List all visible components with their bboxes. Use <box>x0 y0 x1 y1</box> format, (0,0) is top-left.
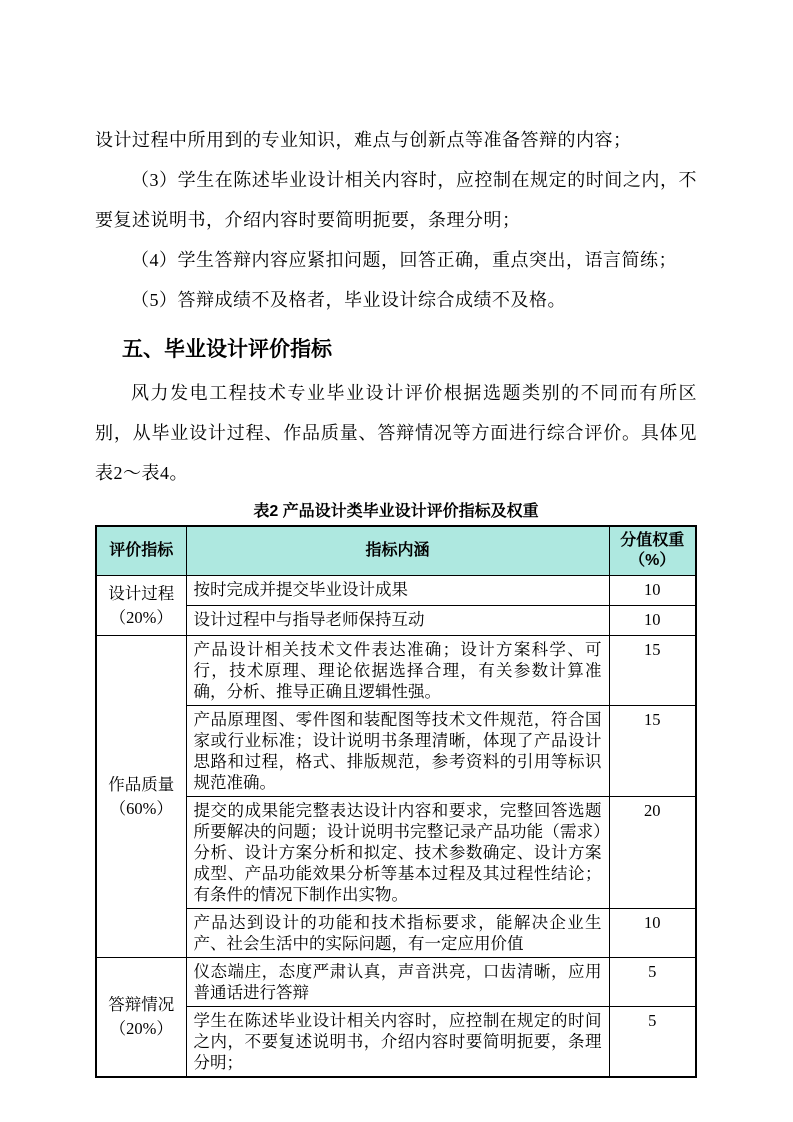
header-weight-line2: （%） <box>629 552 676 569</box>
content-cell: 产品原理图、零件图和装配图等技术文件规范，符合国家或行业标准；设计说明书条理清晰，体现了产品设计思路和过程，格式、排版规范，参考资料的引用等标识规范准确。 <box>186 706 609 797</box>
group-name: 设计过程 <box>108 583 175 603</box>
group-cell-work-quality <box>96 636 186 958</box>
score-cell: 15 <box>609 636 696 706</box>
content-cell: 设计过程中与指导老师保持互动 <box>186 606 609 636</box>
table-row <box>96 797 696 909</box>
header-weight-line1: 分值权重 <box>620 532 685 549</box>
content-cell: 仪态端庄，态度严肃认真，声音洪亮，口齿清晰，应用普通话进行答辩 <box>186 958 609 1007</box>
table-row <box>96 636 696 706</box>
paragraph-item-3: （3）学生在陈述毕业设计相关内容时，应控制在规定的时间之内，不要复述说明书，介绍内容时要简明扼要，条理分明； <box>95 170 697 230</box>
score-cell: 10 <box>609 606 696 636</box>
table-row <box>96 606 696 636</box>
score-cell: 5 <box>609 1007 696 1078</box>
content-cell: 提交的成果能完整表达设计内容和要求，完整回答选题所要解决的问题；设计说明书完整记录产品功能（需求）分析、设计方案分析和拟定、技术参数确定、设计方案成型、产品功能效果分析等基本过程及其过程性结论；有条件的情况下制作出实物。 <box>186 797 609 909</box>
score-cell: 15 <box>609 706 696 797</box>
table-title: 表2 产品设计类毕业设计评价指标及权重 <box>253 503 539 520</box>
table-row <box>96 1007 696 1078</box>
table-row <box>96 958 696 1007</box>
content-cell: 按时完成并提交毕业设计成果 <box>186 576 609 606</box>
group-percent: （20%） <box>109 607 173 627</box>
score-cell: 20 <box>609 797 696 909</box>
score-cell: 5 <box>609 958 696 1007</box>
document-content <box>95 120 697 1078</box>
header-cell-weight <box>609 526 696 576</box>
group-cell-defense <box>96 958 186 1078</box>
paragraph-intro: 风力发电工程技术专业毕业设计评价根据选题类别的不同而有所区别，从毕业设计过程、作品质量、答辩情况等方面进行综合评价。具体见表2～表4。 <box>95 383 697 483</box>
table-row <box>96 576 696 606</box>
group-percent: （60%） <box>109 798 173 818</box>
group-name: 答辩情况 <box>108 995 175 1014</box>
table-row <box>96 909 696 958</box>
score-cell: 10 <box>609 576 696 606</box>
score-cell: 10 <box>609 909 696 958</box>
group-cell-design-process <box>96 576 186 636</box>
paragraph-item-5: （5）答辩成绩不及格者，毕业设计综合成绩不及格。 <box>131 290 566 310</box>
evaluation-table <box>95 525 697 1078</box>
content-cell: 产品设计相关技术文件表达准确；设计方案科学、可行，技术原理、理论依据选择合理，有关参数计算准确，分析、推导正确且逻辑性强。 <box>186 636 609 706</box>
section-heading: 五、毕业设计评价指标 <box>122 338 332 361</box>
paragraph-item-4: （4）学生答辩内容应紧扣问题，回答正确，重点突出，语言简练； <box>131 250 677 270</box>
table-header-row <box>96 526 696 576</box>
header-cell-indicator: 评价指标 <box>96 526 186 576</box>
group-name: 作品质量 <box>108 774 175 794</box>
table-row <box>96 706 696 797</box>
content-cell: 学生在陈述毕业设计相关内容时，应控制在规定的时间之内，不要复述说明书，介绍内容时要简明扼要，条理分明； <box>186 1007 609 1078</box>
paragraph-continuation: 设计过程中所用到的专业知识，难点与创新点等准备答辩的内容； <box>95 130 632 150</box>
header-cell-content: 指标内涵 <box>186 526 609 576</box>
group-percent: （20%） <box>109 1019 173 1038</box>
content-cell: 产品达到设计的功能和技术指标要求，能解决企业生产、社会生活中的实际问题，有一定应用价值 <box>186 909 609 958</box>
